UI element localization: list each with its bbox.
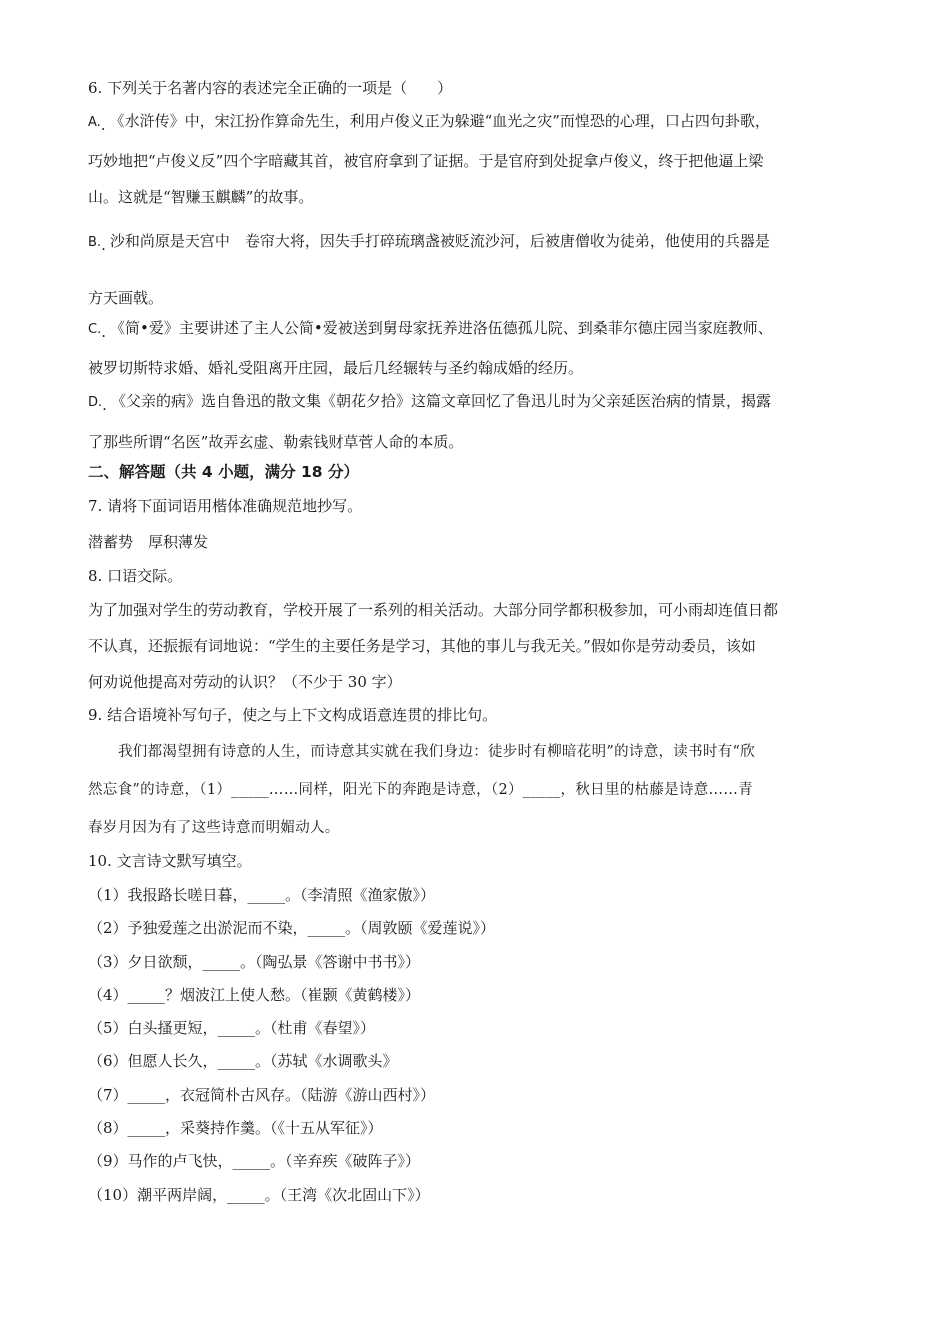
option-d-line-1: 《父亲的病》选自鲁迅的散文集《朝花夕拾》这篇文章回忆了鲁迅儿时为父亲延医治病的情景，揭露 bbox=[110, 392, 771, 410]
option-b-line-1: 沙和尚原是天宫中 卷帘大将，因失手打碎琉璃盏被贬流沙河，后被唐僧收为徒弟，他使用的兵器是 bbox=[109, 232, 770, 250]
option-c-line-2: 被罗切斯特求婚、婚礼受阻离开庄园，最后几经辗转与圣约翰成婚的经历。 bbox=[88, 359, 584, 377]
question-9-title: 9. 结合语境补写句子，使之与上下文构成语意连贯的排比句。 bbox=[88, 706, 498, 724]
question-8-title: 8. 口语交际。 bbox=[88, 567, 183, 585]
option-d bbox=[88, 389, 863, 417]
section-2-title: 二、解答题（共 4 小题，满分 18 分） bbox=[88, 463, 359, 481]
option-a-line-1: 《水浒传》中，宋江扮作算命先生，利用卢俊义正为躲避“血光之灾”而惶恐的心理，口占四句卦歌， bbox=[109, 112, 770, 130]
option-b-dot: . bbox=[101, 236, 106, 254]
option-a-line-3: 山。这就是“智赚玉麒麟”的故事。 bbox=[88, 188, 314, 206]
exam-page bbox=[88, 76, 863, 1216]
option-c bbox=[88, 316, 863, 344]
option-a bbox=[88, 109, 863, 137]
option-a-dot: . bbox=[100, 116, 106, 134]
option-c-label: C. bbox=[88, 322, 102, 337]
option-c-line-1: 《简•爱》主要讲述了主人公简•爱被送到舅母家抚养进洛伍德孤儿院、到桑菲尔德庄园当家庭教师、 bbox=[110, 319, 773, 337]
poem-item-4: （4）_____？烟波江上使人愁。（崔颢《黄鹤楼》） bbox=[88, 985, 421, 1004]
option-c-dot: . bbox=[101, 323, 106, 341]
poem-item-2: （2）予独爱莲之出淤泥而不染，_____。（周敦颐《爱莲说》） bbox=[88, 919, 496, 938]
question-8-line-2: 不认真，还振振有词地说：“学生的主要任务是学习，其他的事儿与我无关。”假如你是劳动委员，该如 bbox=[88, 637, 756, 655]
option-d-line-2: 了那些所谓“名医”故弄玄虚、勒索钱财草菅人命的本质。 bbox=[88, 433, 464, 451]
poem-item-1: （1）我报路长嗟日暮，_____。（李清照《渔家傲》） bbox=[88, 886, 436, 904]
option-b-line-2: 方天画戟。 bbox=[88, 289, 164, 307]
poem-item-6: （6）但愿人长久，_____。（苏轼《水调歌头》 bbox=[88, 1052, 398, 1071]
option-d-label: D. bbox=[88, 395, 103, 410]
option-b-label: B. bbox=[88, 235, 102, 250]
poem-item-8: （8）_____，采葵持作羹。（《十五从军征》） bbox=[88, 1119, 383, 1138]
poem-item-5: （5）白头搔更短，_____。（杜甫《春望》） bbox=[88, 1019, 376, 1038]
question-9-line-3: 春岁月因为有了这些诗意而明媚动人。 bbox=[88, 820, 340, 836]
question-8-line-3: 何劝说他提高对劳动的认识？（不少于 30 字） bbox=[88, 673, 402, 691]
option-a-label: A. bbox=[88, 115, 101, 130]
question-9-line-1: 我们都渴望拥有诗意的人生，而诗意其实就在我们身边：徒步时有柳暗花明”的诗意，读书时有“欣 bbox=[118, 744, 756, 760]
poem-item-10: （10）潮平两岸阔，_____。（王湾《次北固山下》） bbox=[88, 1185, 430, 1204]
poem-item-9: （9）马作的卢飞快，_____。（辛弃疾《破阵子》） bbox=[88, 1152, 421, 1171]
poem-item-3: （3）夕日欲颓，_____。（陶弘景《答谢中书书》） bbox=[88, 952, 421, 971]
question-7-words: 潜蓄势 厚积薄发 bbox=[88, 533, 209, 551]
question-7-title: 7. 请将下面词语用楷体准确规范地抄写。 bbox=[88, 497, 363, 515]
question-10-title: 10. 文言诗文默写填空。 bbox=[88, 852, 252, 870]
question-6-title: 6. 下列关于名著内容的表述完全正确的一项是（ ） bbox=[88, 79, 453, 97]
option-d-dot: . bbox=[102, 396, 107, 414]
question-9-line-2: 然忘食”的诗意，（1）_____……同样，阳光下的奔跑是诗意，（2）_____，秋日里的枯藤是诗意……青 bbox=[88, 782, 753, 798]
poem-item-7: （7）_____，衣冠简朴古风存。（陆游《游山西村》） bbox=[88, 1085, 436, 1104]
option-a-line-2: 巧妙地把“卢俊义反”四个字暗藏其首，被官府拿到了证据。于是官府到处捉拿卢俊义，终于把他逼上梁 bbox=[88, 152, 764, 170]
option-b bbox=[88, 229, 863, 257]
question-8-line-1: 为了加强对学生的劳动教育，学校开展了一系列的相关活动。大部分同学都积极参加，可小雨却连值日都 bbox=[88, 601, 779, 619]
